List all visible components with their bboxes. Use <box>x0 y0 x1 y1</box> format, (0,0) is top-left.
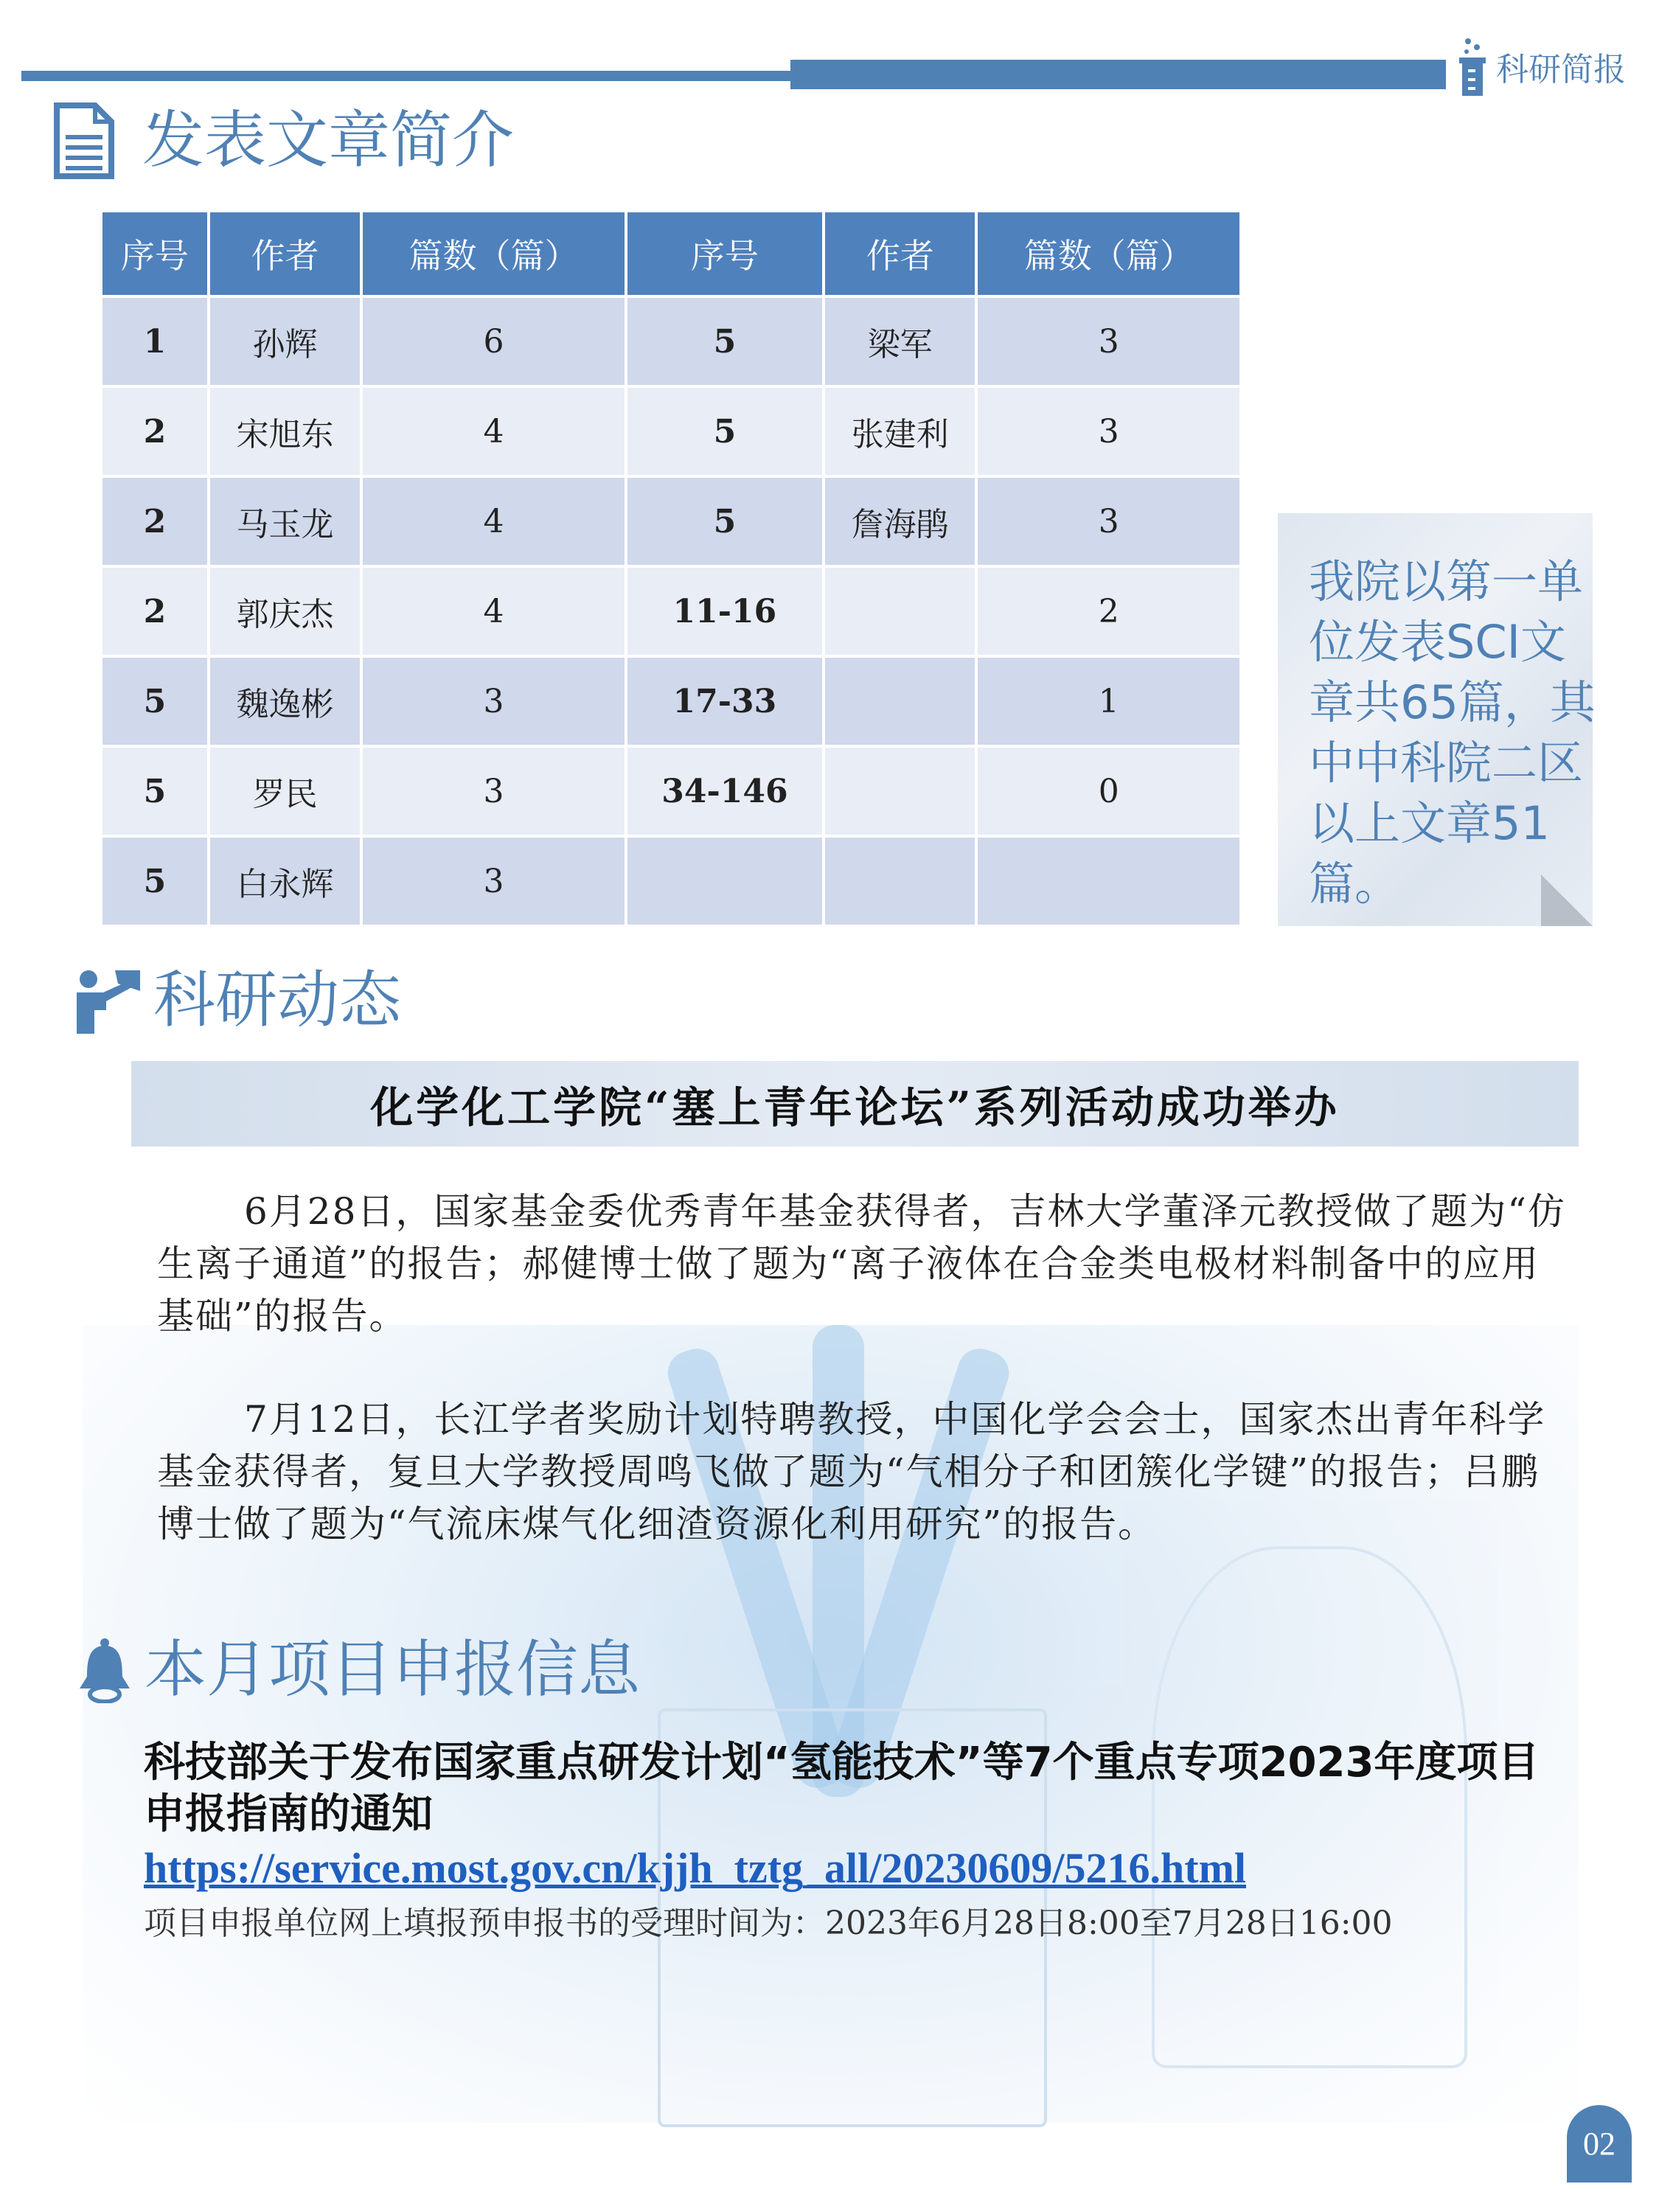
table-row <box>102 478 1239 565</box>
table-cell: 5 <box>102 748 207 835</box>
table-cell: 3 <box>978 478 1239 565</box>
table-cell: 1 <box>978 658 1239 745</box>
table-cell: 3 <box>978 298 1239 385</box>
page-curl <box>1541 874 1593 926</box>
table-cell: 白永辉 <box>210 838 360 925</box>
table-cell: 马玉龙 <box>210 478 360 565</box>
table-cell: 5 <box>627 478 822 565</box>
beaker-icon <box>1456 37 1489 96</box>
table-cell: 4 <box>363 478 625 565</box>
table-cell: 4 <box>363 568 625 655</box>
table-cell: 17-33 <box>627 658 822 745</box>
column-header: 序号 <box>627 212 822 295</box>
table-cell: 11-16 <box>627 568 822 655</box>
table-cell: 罗民 <box>210 748 360 835</box>
table-cell: 宋旭东 <box>210 388 360 475</box>
table-cell: 3 <box>363 658 625 745</box>
table-row <box>102 658 1239 745</box>
presenter-icon <box>74 969 142 1034</box>
table-cell: 3 <box>363 838 625 925</box>
news-paragraph: 7月12日，长江学者奖励计划特聘教授，中国化学会会士，国家杰出青年科学基金获得者，复旦大学教授周鸣飞做了题为“气相分子和团簇化学键”的报告；吕鹏博士做了题为“气流床煤气化细渣资源化利用研究”的报告。 <box>157 1398 1546 1545</box>
column-header: 序号 <box>102 212 207 295</box>
column-header: 作者 <box>825 212 975 295</box>
table-cell: 孙辉 <box>210 298 360 385</box>
application-period: 项目申报单位网上填报预申报书的受理时间为：2023年6月28日8:00至7月28日16:00 <box>144 1905 1393 1942</box>
table-cell: 詹海鹃 <box>825 478 975 565</box>
table-row <box>102 838 1239 925</box>
bell-icon <box>77 1637 133 1703</box>
table-cell: 5 <box>627 298 822 385</box>
table-cell: 5 <box>102 838 207 925</box>
table-cell <box>825 568 975 655</box>
table-cell <box>825 838 975 925</box>
column-header: 篇数（篇） <box>978 212 1239 295</box>
table-cell: 0 <box>978 748 1239 835</box>
table-cell: 3 <box>978 388 1239 475</box>
table-row <box>102 298 1239 385</box>
news-paragraph: 6月28日，国家基金委优秀青年基金获得者，吉林大学董泽元教授做了题为“仿生离子通道”的报告；郝健博士做了题为“离子液体在合金类电极材料制备中的应用基础”的报告。 <box>157 1190 1566 1338</box>
table-cell: 张建利 <box>825 388 975 475</box>
table-cell: 6 <box>363 298 625 385</box>
table-row <box>102 748 1239 835</box>
table-cell: 5 <box>627 388 822 475</box>
table-cell: 郭庆杰 <box>210 568 360 655</box>
project-notice-link[interactable]: https://service.most.gov.cn/kjjh_tztg_all/20230609/5216.html <box>144 1844 1247 1892</box>
table-cell <box>825 748 975 835</box>
table-cell: 4 <box>363 388 625 475</box>
news-headline-banner <box>131 1061 1579 1147</box>
table-cell: 2 <box>102 388 207 475</box>
table-cell: 5 <box>102 658 207 745</box>
header-line <box>21 71 792 81</box>
project-notice-title: 科技部关于发布国家重点研发计划“氢能技术”等7个重点专项2023年度项目申报指南的通知 <box>144 1739 1540 1838</box>
projects-title: 本月项目申报信息 <box>145 1633 641 1705</box>
table-cell <box>825 658 975 745</box>
summary-note <box>1278 513 1596 926</box>
news-headline: 化学化工学院“塞上青年论坛”系列活动成功举办 <box>370 1082 1340 1133</box>
logo-text: 科研简报 <box>1496 51 1626 88</box>
logo <box>1456 37 1626 96</box>
table-cell: 3 <box>363 748 625 835</box>
header-bar <box>790 60 1446 89</box>
table-header-row <box>102 212 1239 295</box>
table-cell: 34-146 <box>627 748 822 835</box>
table-cell <box>627 838 822 925</box>
table-cell: 2 <box>102 478 207 565</box>
page-number: 02 <box>1567 2105 1632 2183</box>
table-cell: 2 <box>978 568 1239 655</box>
document-icon <box>54 102 114 179</box>
table-cell: 魏逸彬 <box>210 658 360 745</box>
news-title: 科研动态 <box>153 964 402 1036</box>
publications-table <box>100 209 1242 928</box>
column-header: 作者 <box>210 212 360 295</box>
column-header: 篇数（篇） <box>363 212 625 295</box>
table-cell <box>978 838 1239 925</box>
table-cell: 梁军 <box>825 298 975 385</box>
table-row <box>102 568 1239 655</box>
table-cell: 1 <box>102 298 207 385</box>
table-row <box>102 388 1239 475</box>
summary-note-text: 我院以第一单位发表SCI文章共65篇，其中中科院二区以上文章51篇。 <box>1309 554 1596 911</box>
publications-title: 发表文章简介 <box>142 104 515 176</box>
table-cell: 2 <box>102 568 207 655</box>
